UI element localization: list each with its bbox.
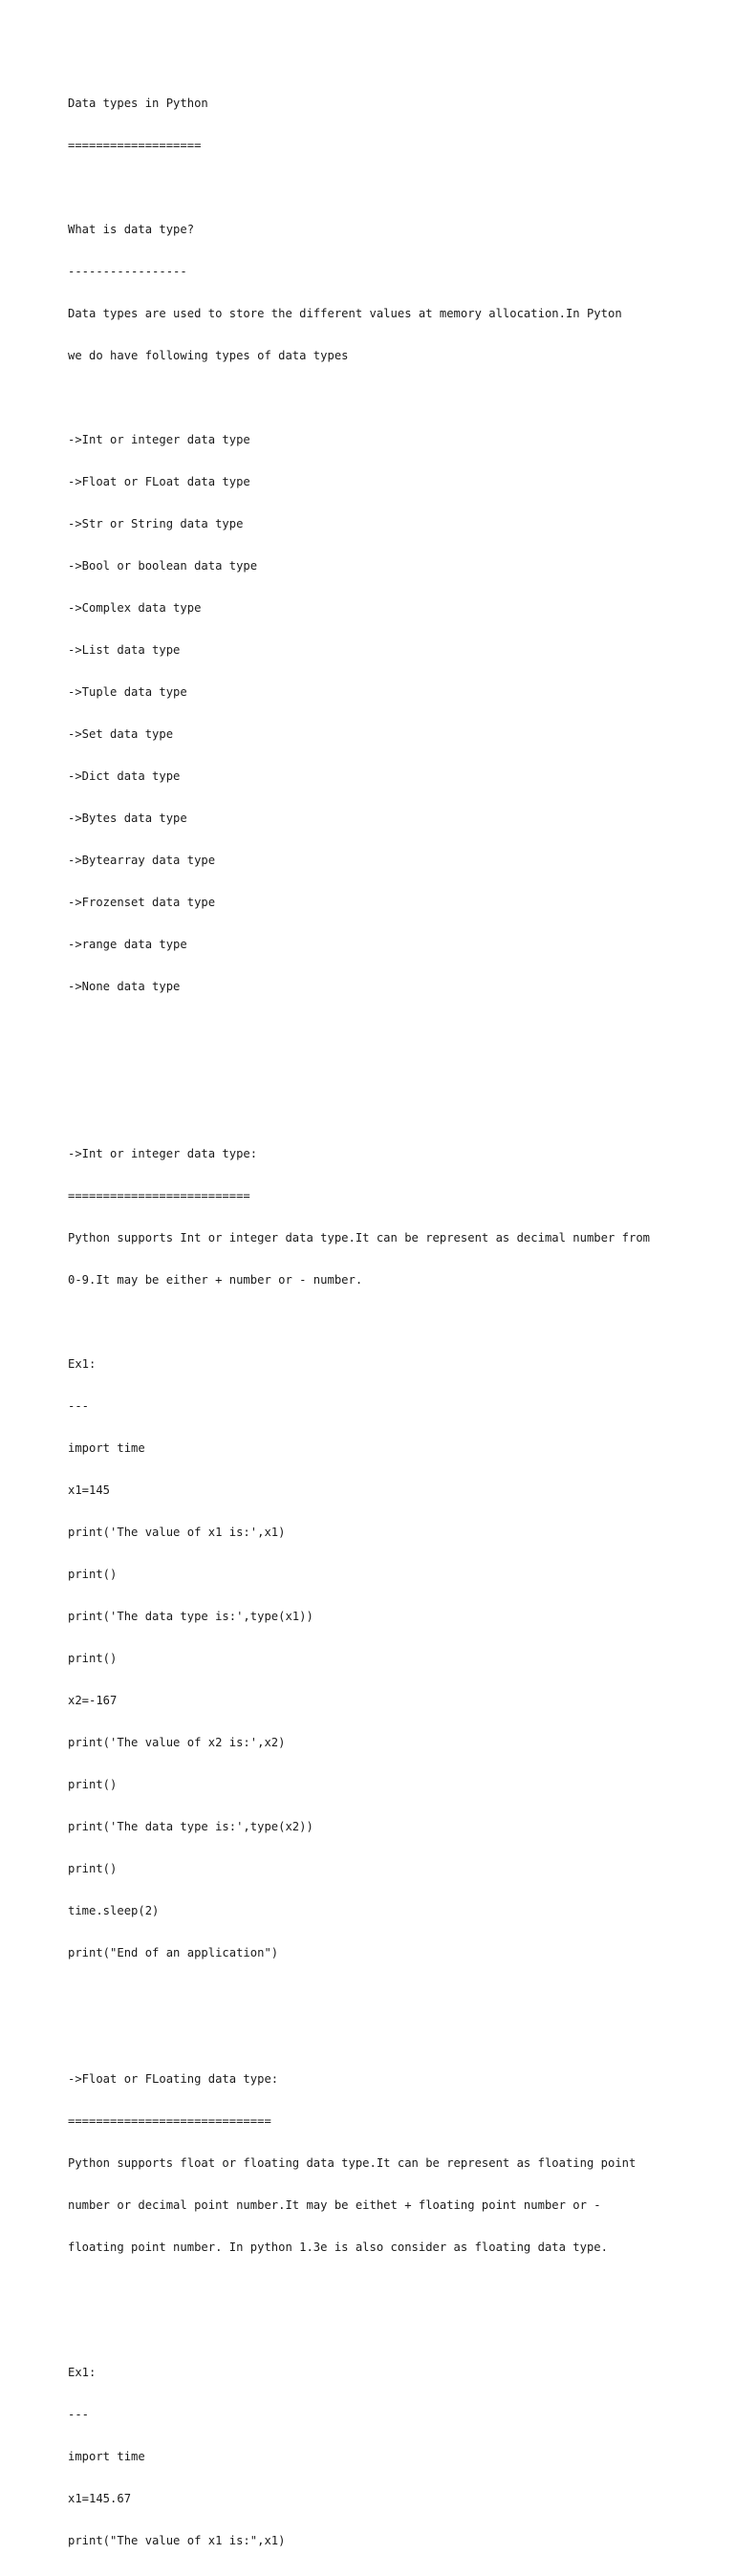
blank-line	[68, 1315, 650, 1330]
list-item: ->Int or integer data type	[68, 433, 250, 447]
code-line: print('The value of x2 is:',x2)	[68, 1736, 286, 1749]
list-item: ->Set data type	[68, 726, 174, 741]
blank-line	[68, 2325, 650, 2339]
code-line: x1=145.67	[68, 2492, 132, 2506]
section-underline: ==========================	[68, 1189, 250, 1203]
list-item: ->Bool or boolean data type	[68, 558, 258, 573]
section-heading: ->Int or integer data type:	[68, 1147, 258, 1161]
document-text	[68, 69, 650, 2576]
code-line: import time	[68, 1441, 145, 1456]
section-underline: =============================	[68, 2113, 271, 2128]
section-underline: -----------------	[68, 265, 187, 279]
list-item: ->Float or FLoat data type	[68, 475, 250, 488]
list-item: ->Tuple data type	[68, 684, 187, 699]
paragraph-line: Python supports Int or integer data type.It can be represent as decimal number from	[68, 1231, 651, 1245]
blank-line	[68, 1022, 650, 1036]
doc-title: Data types in Python	[68, 97, 208, 111]
paragraph-line: number or decimal point number.It may be eithet + floating point number or -	[68, 2197, 601, 2212]
blank-line	[68, 2283, 650, 2297]
code-line: print('The data type is:',type(x2))	[68, 1819, 313, 1833]
code-line: time.sleep(2)	[68, 1903, 160, 1917]
blank-line	[68, 1988, 650, 2002]
code-line: print("The value of x1 is:",x1)	[68, 2534, 286, 2548]
list-item: ->None data type	[68, 979, 181, 993]
code-line: print()	[68, 1777, 118, 1791]
example-heading: Ex1:	[68, 2366, 97, 2380]
code-line: x1=145	[68, 1483, 111, 1498]
section-heading: What is data type?	[68, 223, 195, 237]
blank-line	[68, 2030, 650, 2045]
code-line: x2=-167	[68, 1694, 118, 1708]
list-item: ->Bytearray data type	[68, 853, 216, 867]
code-line: print('The value of x1 is:',x1)	[68, 1526, 286, 1540]
code-line: print("End of an application")	[68, 1945, 279, 1959]
blank-line	[68, 181, 650, 195]
list-item: ->range data type	[68, 937, 187, 951]
paragraph-line: floating point number. In python 1.3e is also consider as floating data type.	[68, 2240, 608, 2254]
paragraph-line: Python supports float or floating data type.It can be represent as floating point	[68, 2155, 637, 2170]
paragraph-line: Data types are used to store the different values at memory allocation.In Pyton	[68, 307, 622, 321]
section-heading: ->Float or FLoating data type:	[68, 2071, 279, 2086]
example-underline: ---	[68, 1399, 90, 1414]
blank-line	[68, 1106, 650, 1120]
code-line: import time	[68, 2450, 145, 2464]
code-line: print()	[68, 1568, 118, 1582]
paragraph-line: 0-9.It may be either + number or - number.	[68, 1273, 363, 1288]
list-item: ->Dict data type	[68, 768, 181, 783]
blank-line	[68, 391, 650, 405]
list-item: ->Frozenset data type	[68, 895, 216, 909]
paragraph-line: we do have following types of data types	[68, 349, 349, 363]
list-item: ->Complex data type	[68, 600, 202, 615]
example-heading: Ex1:	[68, 1357, 97, 1372]
list-item: ->Bytes data type	[68, 811, 187, 825]
code-line: print('The data type is:',type(x1))	[68, 1610, 313, 1624]
list-item: ->Str or String data type	[68, 516, 244, 530]
list-item: ->List data type	[68, 642, 181, 657]
code-line: print()	[68, 1861, 118, 1875]
code-line: print()	[68, 1652, 118, 1666]
example-underline: ---	[68, 2408, 90, 2422]
blank-line	[68, 1064, 650, 1078]
title-underline: ===================	[68, 139, 202, 153]
